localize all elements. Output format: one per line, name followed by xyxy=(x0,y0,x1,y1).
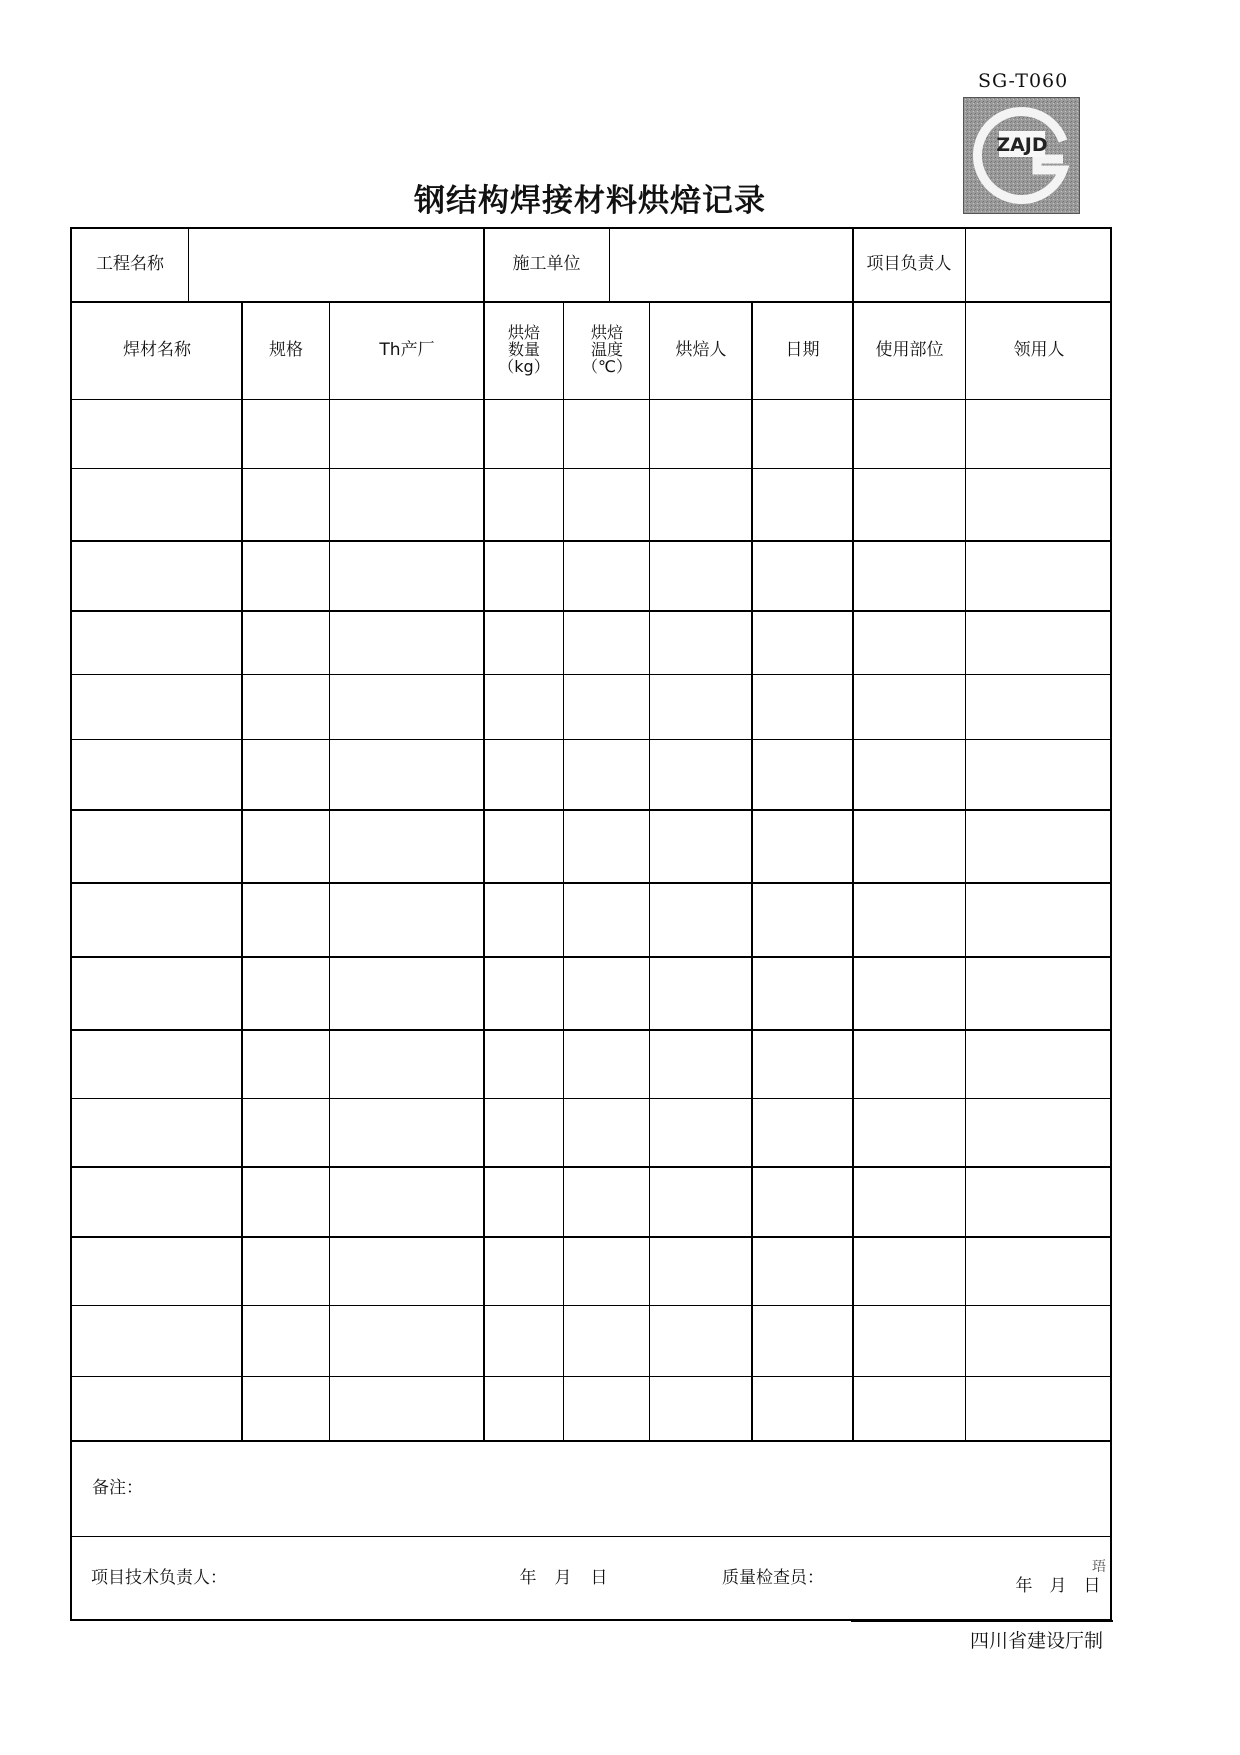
column-header-line: （kg） xyxy=(498,356,550,376)
table-cell[interactable] xyxy=(752,400,853,467)
date-left-year: 年 xyxy=(519,1568,537,1589)
table-cell[interactable] xyxy=(853,1030,966,1097)
table-cell[interactable] xyxy=(853,1167,966,1235)
table-cell[interactable] xyxy=(484,1030,564,1097)
table-cell[interactable] xyxy=(242,1099,330,1165)
table-cell[interactable] xyxy=(853,1237,966,1304)
table-cell[interactable] xyxy=(242,1237,330,1304)
table-cell[interactable] xyxy=(966,740,1112,808)
corner-character: 珸 xyxy=(1092,1559,1106,1575)
table-cell[interactable] xyxy=(853,675,966,738)
table-cell[interactable] xyxy=(966,957,1112,1028)
table-cell[interactable] xyxy=(853,541,966,609)
table-cell[interactable] xyxy=(72,1237,242,1304)
table-cell[interactable] xyxy=(484,675,564,738)
table-cell[interactable] xyxy=(484,469,564,539)
column-header-line: 数量 xyxy=(507,340,540,360)
table-cell[interactable] xyxy=(242,810,330,881)
column-header-date xyxy=(752,302,853,399)
column-header-line: Th产厂 xyxy=(379,339,435,360)
table-cell[interactable] xyxy=(564,675,650,738)
logo-text: ZAJD xyxy=(996,134,1048,156)
project-manager-label: 项目负责人 xyxy=(866,254,952,275)
table-cell[interactable] xyxy=(484,883,564,955)
table-cell[interactable] xyxy=(966,1237,1112,1304)
column-header-receiver xyxy=(966,302,1112,399)
table-cell[interactable] xyxy=(966,541,1112,609)
table-cell[interactable] xyxy=(966,675,1112,738)
table-cell[interactable] xyxy=(650,1237,752,1304)
table-cell[interactable] xyxy=(330,541,484,609)
table-cell[interactable] xyxy=(242,957,330,1028)
table-cell[interactable] xyxy=(484,541,564,609)
table-cell[interactable] xyxy=(650,957,752,1028)
table-cell[interactable] xyxy=(242,1306,330,1375)
table-cell[interactable] xyxy=(72,541,242,609)
table-cell[interactable] xyxy=(752,957,853,1028)
column-header-line: 使用部位 xyxy=(875,339,944,360)
table-cell[interactable] xyxy=(484,611,564,673)
table-cell[interactable] xyxy=(564,400,650,467)
table-cell[interactable] xyxy=(752,611,853,673)
table-cell[interactable] xyxy=(752,740,853,808)
table-cell[interactable] xyxy=(72,675,242,738)
table-cell[interactable] xyxy=(564,1167,650,1235)
table-cell[interactable] xyxy=(242,1030,330,1097)
signature-line xyxy=(851,1620,1113,1622)
table-cell[interactable] xyxy=(853,810,966,881)
table-cell[interactable] xyxy=(484,1237,564,1304)
table-cell[interactable] xyxy=(564,740,650,808)
column-header-material xyxy=(72,302,242,399)
table-cell[interactable] xyxy=(484,810,564,881)
table-cell[interactable] xyxy=(242,541,330,609)
column-header-location xyxy=(853,302,966,399)
construction-unit-field[interactable] xyxy=(610,229,852,301)
table-cell[interactable] xyxy=(72,1377,242,1439)
table-cell[interactable] xyxy=(650,675,752,738)
table-cell[interactable] xyxy=(966,883,1112,955)
date-left-month: 月 xyxy=(554,1568,572,1589)
table-cell[interactable] xyxy=(484,1377,564,1439)
column-header-baker xyxy=(650,302,752,399)
table-cell[interactable] xyxy=(330,1377,484,1439)
column-header-line: （℃） xyxy=(582,356,632,376)
remarks-label: 备注： xyxy=(92,1477,143,1498)
column-header-manufacturer xyxy=(330,302,484,399)
date-right-day: 日 xyxy=(1083,1576,1101,1597)
table-cell[interactable] xyxy=(564,611,650,673)
column-header-spec xyxy=(242,302,330,399)
table-cell[interactable] xyxy=(752,675,853,738)
table-cell[interactable] xyxy=(72,883,242,955)
form-code: SG-T060 xyxy=(978,70,1069,92)
table-cell[interactable] xyxy=(72,740,242,808)
tech-manager-label: 项目技术负责人： xyxy=(91,1568,227,1589)
table-cell[interactable] xyxy=(966,1030,1112,1097)
table-cell[interactable] xyxy=(752,541,853,609)
table-cell[interactable] xyxy=(72,1099,242,1165)
table-cell[interactable] xyxy=(853,740,966,808)
table-cell[interactable] xyxy=(72,469,242,539)
table-cell[interactable] xyxy=(72,957,242,1028)
date-left-day: 日 xyxy=(590,1568,608,1589)
table-cell[interactable] xyxy=(650,541,752,609)
table-cell[interactable] xyxy=(330,883,484,955)
table-cell[interactable] xyxy=(330,1306,484,1375)
table-cell[interactable] xyxy=(966,611,1112,673)
table-cell[interactable] xyxy=(72,1167,242,1235)
table-cell[interactable] xyxy=(966,810,1112,881)
table-cell[interactable] xyxy=(966,1167,1112,1235)
table-cell[interactable] xyxy=(330,1237,484,1304)
table-cell[interactable] xyxy=(484,957,564,1028)
table-cell[interactable] xyxy=(484,400,564,467)
table-cell[interactable] xyxy=(853,611,966,673)
construction-unit-label: 施工单位 xyxy=(512,254,581,275)
table-cell[interactable] xyxy=(242,883,330,955)
table-cell[interactable] xyxy=(484,1099,564,1165)
table-cell[interactable] xyxy=(72,1030,242,1097)
table-cell[interactable] xyxy=(853,957,966,1028)
table-cell[interactable] xyxy=(330,400,484,467)
table-cell[interactable] xyxy=(752,810,853,881)
date-right-month: 月 xyxy=(1049,1576,1067,1597)
page-title: 钢结构焊接材料烘焙记录 xyxy=(414,183,766,219)
table-cell[interactable] xyxy=(650,883,752,955)
remarks-field[interactable] xyxy=(252,1441,1102,1536)
table-cell[interactable] xyxy=(752,1237,853,1304)
table-cell[interactable] xyxy=(752,1306,853,1375)
table-cell[interactable] xyxy=(650,469,752,539)
table-cell[interactable] xyxy=(564,469,650,539)
column-header-line: 规格 xyxy=(269,339,303,360)
table-cell[interactable] xyxy=(564,957,650,1028)
table-cell[interactable] xyxy=(650,1099,752,1165)
table-cell[interactable] xyxy=(966,400,1112,467)
column-header-temp xyxy=(564,302,650,399)
table-cell[interactable] xyxy=(484,1167,564,1235)
table-cell[interactable] xyxy=(752,883,853,955)
table-cell[interactable] xyxy=(853,883,966,955)
table-cell[interactable] xyxy=(966,469,1112,539)
table-cell[interactable] xyxy=(752,469,853,539)
table-cell[interactable] xyxy=(564,810,650,881)
table-cell[interactable] xyxy=(242,611,330,673)
table-cell[interactable] xyxy=(564,1099,650,1165)
table-cell[interactable] xyxy=(650,1377,752,1439)
inspector-label: 质量检查员： xyxy=(722,1568,824,1589)
column-header-line: 烘焙 xyxy=(590,323,623,343)
table-cell[interactable] xyxy=(650,400,752,467)
table-cell[interactable] xyxy=(853,400,966,467)
table-cell[interactable] xyxy=(966,1377,1112,1439)
table-cell[interactable] xyxy=(242,675,330,738)
table-cell[interactable] xyxy=(330,675,484,738)
column-header-line: 领用人 xyxy=(1013,339,1065,360)
table-cell[interactable] xyxy=(330,957,484,1028)
column-header-line: 烘焙 xyxy=(507,323,540,343)
table-cell[interactable] xyxy=(330,1167,484,1235)
table-cell[interactable] xyxy=(484,740,564,808)
table-cell[interactable] xyxy=(650,1167,752,1235)
table-cell[interactable] xyxy=(564,1377,650,1439)
project-name-field[interactable] xyxy=(189,229,483,301)
table-cell[interactable] xyxy=(330,810,484,881)
maker-label: 四川省建设厅制 xyxy=(969,1630,1103,1652)
column-header-line: 温度 xyxy=(590,340,623,360)
table-cell[interactable] xyxy=(242,400,330,467)
table-cell[interactable] xyxy=(853,469,966,539)
table-cell[interactable] xyxy=(650,1030,752,1097)
table-cell[interactable] xyxy=(242,740,330,808)
table-cell[interactable] xyxy=(242,469,330,539)
record-table xyxy=(70,227,1112,1621)
table-cell[interactable] xyxy=(564,1237,650,1304)
table-cell[interactable] xyxy=(330,611,484,673)
table-cell[interactable] xyxy=(242,1377,330,1439)
table-cell[interactable] xyxy=(72,400,242,467)
table-cell[interactable] xyxy=(564,541,650,609)
column-header-line: 日期 xyxy=(785,339,820,360)
table-cell[interactable] xyxy=(966,1306,1112,1375)
table-cell[interactable] xyxy=(72,611,242,673)
column-header-qty xyxy=(484,302,564,399)
table-cell[interactable] xyxy=(564,1030,650,1097)
table-cell[interactable] xyxy=(650,1306,752,1375)
table-cell[interactable] xyxy=(484,1306,564,1375)
table-cell[interactable] xyxy=(72,1306,242,1375)
table-cell[interactable] xyxy=(650,740,752,808)
table-cell[interactable] xyxy=(564,883,650,955)
column-header-line: 烘焙人 xyxy=(675,339,727,360)
table-cell[interactable] xyxy=(853,1306,966,1375)
table-cell[interactable] xyxy=(330,740,484,808)
table-cell[interactable] xyxy=(72,810,242,881)
project-name-label: 工程名称 xyxy=(96,254,164,275)
date-right-year: 年 xyxy=(1015,1576,1033,1597)
table-cell[interactable] xyxy=(330,1030,484,1097)
table-cell[interactable] xyxy=(752,1030,853,1097)
table-cell[interactable] xyxy=(752,1099,853,1165)
table-cell[interactable] xyxy=(752,1377,853,1439)
project-manager-field[interactable] xyxy=(966,229,1112,301)
table-cell[interactable] xyxy=(853,1377,966,1439)
table-cell[interactable] xyxy=(853,1099,966,1165)
table-cell[interactable] xyxy=(330,1099,484,1165)
table-cell[interactable] xyxy=(752,1167,853,1235)
table-cell[interactable] xyxy=(650,810,752,881)
column-header-line: 焊材名称 xyxy=(123,339,191,360)
table-cell[interactable] xyxy=(242,1167,330,1235)
table-cell[interactable] xyxy=(564,1306,650,1375)
table-cell[interactable] xyxy=(966,1099,1112,1165)
table-cell[interactable] xyxy=(650,611,752,673)
table-cell[interactable] xyxy=(330,469,484,539)
